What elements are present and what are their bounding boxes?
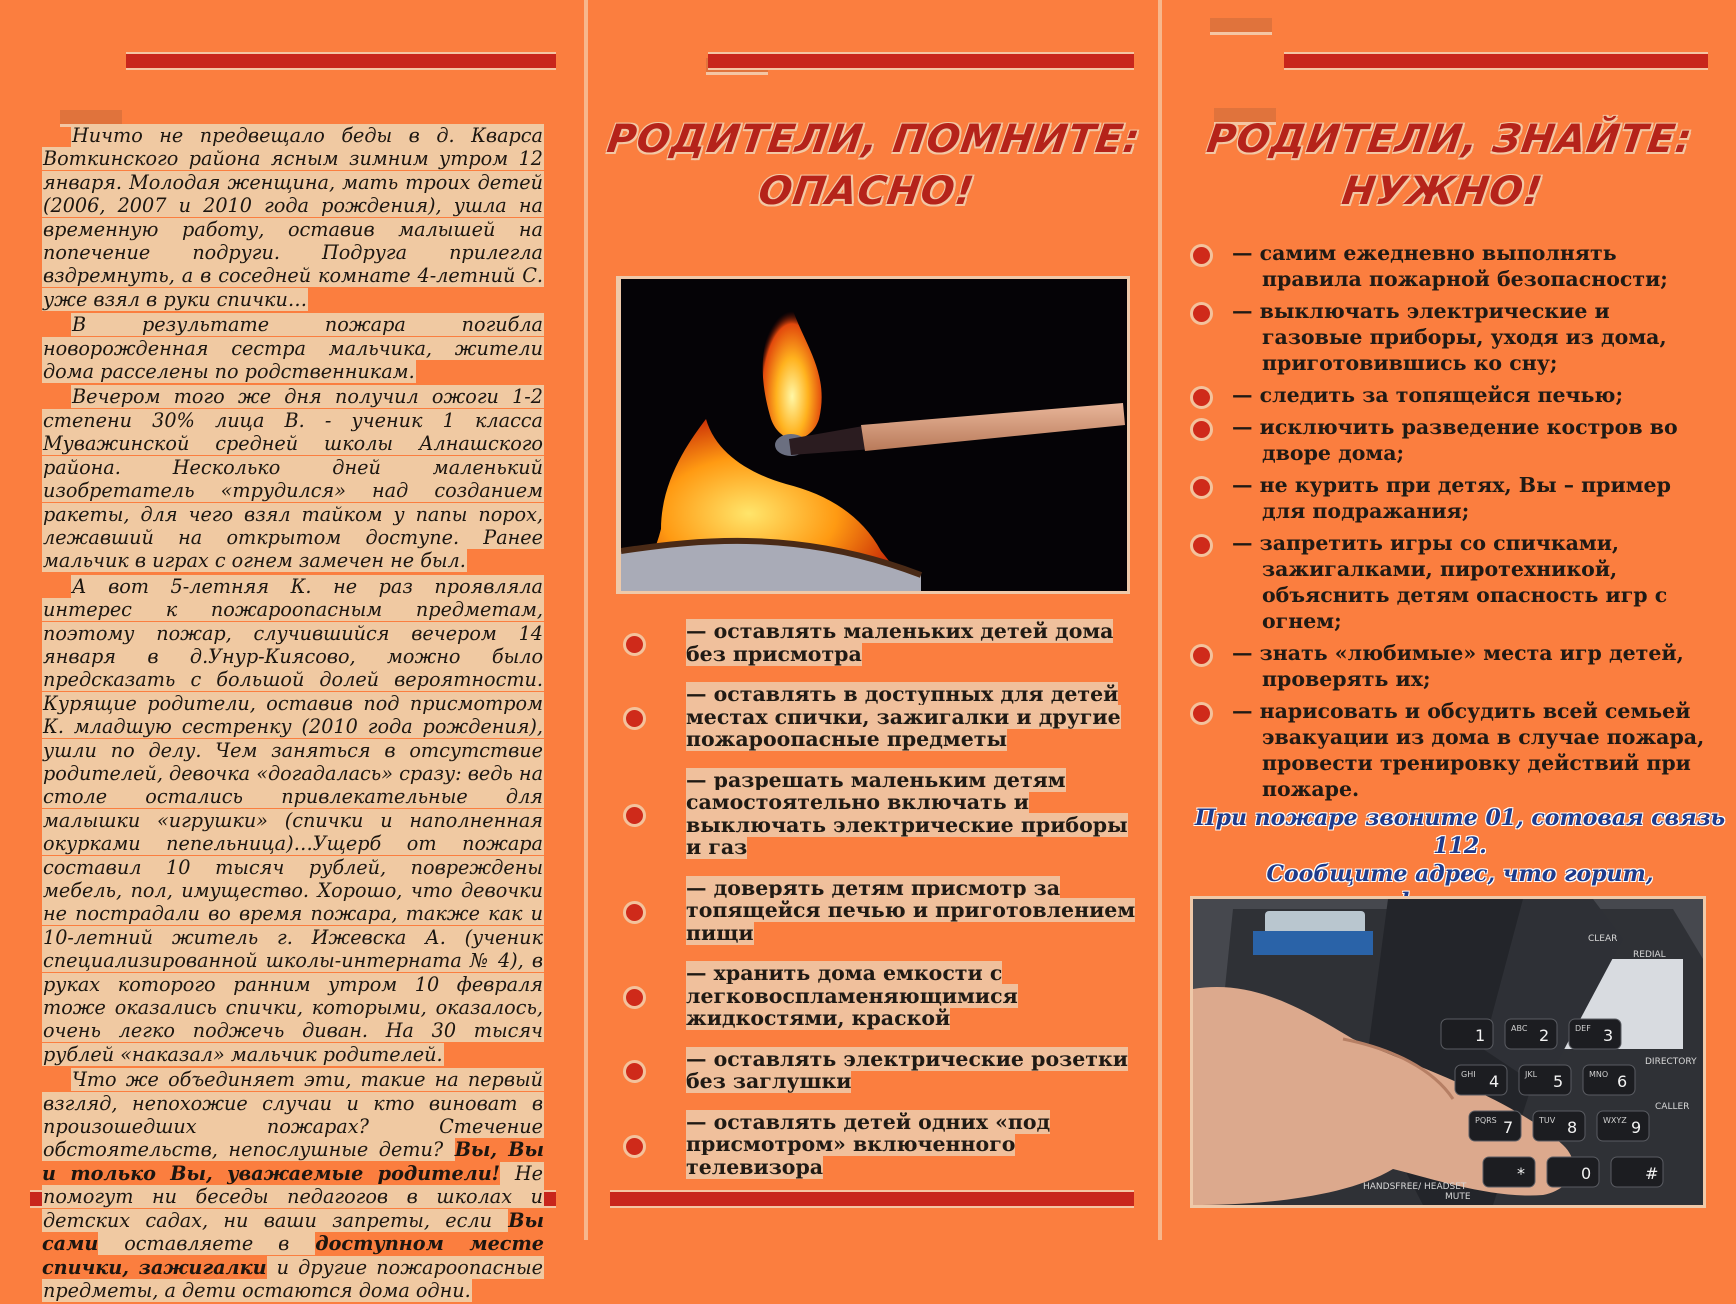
keypad-letters: PQRS xyxy=(1475,1116,1497,1125)
paragraph-text: Что же объединяет эти, такие на первый взгляд, непохожие случаи и кто виноват в произошедших пожарах? Стечение обстоятельств, непослушные дети? xyxy=(43,1068,543,1162)
phone-label: MUTE xyxy=(1445,1192,1471,1202)
list-item-text: — хранить дома емкости с легковоспламеняющимися жидкостями, краской xyxy=(686,961,1018,1030)
list-item xyxy=(618,877,1138,945)
list-item-text: — нарисовать и обсудить всей семьей эвакуации из дома в случае пожара, провести тренировку действий при пожаре. xyxy=(1232,699,1705,801)
required-list xyxy=(1186,240,1706,808)
list-item xyxy=(618,620,1138,665)
heading-danger xyxy=(593,114,1148,218)
story-paragraph xyxy=(42,1068,544,1302)
heading-required xyxy=(1169,114,1724,218)
paragraph-text: оставляете в xyxy=(99,1232,315,1256)
phone-label: CALLER xyxy=(1655,1102,1690,1112)
keypad-key xyxy=(1455,1065,1507,1095)
phone-label: HANDSFREE/ HEADSET xyxy=(1363,1182,1467,1192)
list-item xyxy=(618,769,1138,859)
keypad-key xyxy=(1483,1157,1535,1187)
list-item-text: — запретить игры со спичками, зажигалками, пиротехникой, объяснить детям опасность игр с огнем; xyxy=(1232,531,1668,633)
bullet-icon xyxy=(1190,702,1213,725)
list-item xyxy=(618,1111,1138,1179)
keypad-digit: 2 xyxy=(1539,1026,1550,1045)
heading-line: ОПАСНО! xyxy=(755,169,978,214)
bottom-rule xyxy=(610,1192,1134,1206)
heading-line: РОДИТЕЛИ, ПОМНИТЕ: xyxy=(604,117,1144,162)
list-item xyxy=(1186,640,1706,692)
keypad-digit: # xyxy=(1645,1164,1659,1183)
bullet-icon xyxy=(623,1060,646,1083)
list-item-text: — исключить разведение костров во дворе дома; xyxy=(1232,415,1678,465)
list-item xyxy=(618,962,1138,1030)
story-text xyxy=(42,124,544,1304)
bullet-icon xyxy=(1190,476,1213,499)
keypad-letters: MNO xyxy=(1589,1070,1609,1079)
phone-photo xyxy=(1190,896,1706,1208)
paragraph-text: А вот 5-летняя К. не раз проявляла интерес к пожароопасным предметам, поэтому пожар, случившийся вечером 14 января в д.Унур-Киясово, можно было предсказать с большой долей вероятности. Курящие родители, оставив под присмотром К. младшую сестренку (2010 года рождения), ушли по делу. Чем заняться в отсутствие родителей, девочка «догадалась» сразу: ведь на столе остались привлекательные для малышки «игрушки» (спички и наполненная окурками пепельница)…Ущерб от пожара составил 10 тысяч рублей, повреждены мебель, пол, имущество. Хорошо, что девочки не пострадали во время пожара, также как и 10-летний житель г. Ижевска А. (ученик специализированной школы-интерната № 4), в руках которого ранним утром 10 февраля тоже оказались спички, которыми, оказалось, очень легко поджечь диван. На 30 тысяч рублей «наказал» мальчик родителей. xyxy=(43,574,544,1066)
list-item-text: — выключать электрические и газовые приборы, уходя из дома, приготовившись ко сну; xyxy=(1232,299,1667,375)
bullet-icon xyxy=(1190,534,1213,557)
fold-line-left xyxy=(584,0,588,1240)
keypad-key xyxy=(1611,1157,1663,1187)
list-item xyxy=(1186,698,1706,802)
keypad-digit: 8 xyxy=(1567,1118,1578,1137)
keypad-key xyxy=(1441,1019,1493,1049)
corner-tab xyxy=(1210,18,1272,32)
list-item xyxy=(1186,240,1706,292)
corner-tab xyxy=(60,110,122,124)
keypad-letters: WXYZ xyxy=(1603,1116,1627,1125)
paragraph-text: и другие пожароопасные предметы, а дети остаются дома одни. xyxy=(43,1255,543,1302)
bullet-icon xyxy=(623,804,646,827)
keypad-digit: 7 xyxy=(1503,1118,1514,1137)
keypad-key xyxy=(1469,1111,1521,1141)
list-item-text: — знать «любимые» места игр детей, проверять их; xyxy=(1232,641,1684,691)
keypad-digit: 9 xyxy=(1631,1118,1642,1137)
list-item-text: — самим ежедневно выполнять правила пожарной безопасности; xyxy=(1232,241,1668,291)
top-rule xyxy=(126,54,556,68)
fold-line-right xyxy=(1158,0,1162,1240)
bullet-icon xyxy=(1190,244,1213,267)
keypad-key xyxy=(1505,1019,1557,1049)
list-item xyxy=(618,683,1138,751)
keypad-digit: 4 xyxy=(1489,1072,1500,1091)
story-paragraph xyxy=(42,575,544,1067)
list-item-text: — доверять детям присмотр за топящейся печью и приготовлением пищи xyxy=(686,875,1136,945)
list-item-text: — разрешать маленьким детям самостоятельно включать и выключать электрические приборы и газ xyxy=(686,767,1128,859)
list-item-text: — не курить при детях, Вы – пример для подражания; xyxy=(1232,473,1671,523)
emergency-line: При пожаре звоните 01, сотовая связь 112. xyxy=(1194,805,1726,859)
list-item xyxy=(1186,530,1706,634)
match-photo xyxy=(616,276,1130,594)
keypad-key xyxy=(1519,1065,1571,1095)
phone-label: REDIAL xyxy=(1633,950,1666,960)
bullet-icon xyxy=(1190,386,1213,409)
keypad-key xyxy=(1547,1157,1599,1187)
list-item-text: — оставлять маленьких детей дома без присмотра xyxy=(686,619,1114,666)
bullet-icon xyxy=(623,901,646,924)
bullet-icon xyxy=(623,633,646,656)
emphasis-text: доступном месте спички, зажигалки xyxy=(42,1232,544,1279)
keypad-letters: TUV xyxy=(1539,1116,1556,1125)
heading-line: НУЖНО! xyxy=(1339,169,1546,214)
paragraph-text: В результате пожара погибла новорожденная сестра мальчика, жители дома расселены по родственникам. xyxy=(43,313,543,384)
list-item-text: — следить за топящейся печью; xyxy=(1232,383,1624,407)
list-item-text: — оставлять в доступных для детей местах спички, зажигалки и другие пожароопасные предметы xyxy=(686,682,1121,751)
paragraph-text: Вечером того же дня получил ожоги 1-2 степени 30% лица В. - ученик 1 класса Муважинской средней школы Алнашского района. Несколько дней маленький изобретатель «трудился» над созданием ракеты, для чего взял тайком у папы порох, лежавший на открытом доступе. Ранее мальчик в играх с огнем замечен не был. xyxy=(43,385,543,573)
keypad-letters: ABC xyxy=(1511,1024,1528,1033)
burning-match-icon xyxy=(621,279,1127,591)
list-item xyxy=(1186,382,1706,408)
story-paragraph xyxy=(42,313,544,383)
story-paragraph xyxy=(42,385,544,572)
phone-label: CLEAR xyxy=(1588,934,1618,944)
bullet-icon xyxy=(623,986,646,1009)
keypad-key xyxy=(1597,1111,1649,1141)
paragraph-text: Не помогут ни беседы педагогов в школах и детских садах, ни ваши запреты, если xyxy=(43,1161,543,1232)
emphasis-text: Вы, Вы и только Вы, уважаемые родители! xyxy=(42,1138,544,1185)
emphasis-text: Вы сами xyxy=(42,1208,544,1256)
bullet-icon xyxy=(1190,644,1213,667)
keypad-digit: 3 xyxy=(1603,1026,1614,1045)
keypad-letters: GHI xyxy=(1461,1070,1476,1079)
list-item xyxy=(618,1048,1138,1093)
list-item-text: — оставлять детей одних «под присмотром» включенного телевизора xyxy=(686,1109,1051,1179)
top-rule xyxy=(708,54,1134,68)
keypad-letters: JKL xyxy=(1525,1070,1538,1079)
keypad-digit: * xyxy=(1517,1164,1525,1183)
emergency-line: Сообщите адрес, что горит, xyxy=(1266,861,1654,887)
list-item xyxy=(1186,298,1706,376)
heading-line: РОДИТЕЛИ, ЗНАЙТЕ: xyxy=(1204,117,1696,162)
list-item-text: — оставлять электрические розетки без заглушки xyxy=(686,1046,1128,1093)
keypad-digit: 1 xyxy=(1475,1026,1486,1045)
top-rule xyxy=(1284,54,1708,68)
story-paragraph xyxy=(42,124,544,311)
keypad-digit: 6 xyxy=(1617,1072,1628,1091)
phone-label: DIRECTORY xyxy=(1645,1057,1697,1067)
paragraph-text: Ничто не предвещало беды в д. Кварса Воткинского района ясным зимним утром 12 января. Молодая женщина, мать троих детей (2006, 2007 и 2010 года рождения), ушла на временную работу, оставив малышей на попечение подруги. Подруга прилегла вздремнуть, а в соседней комнате 4-летний С. уже взял в руки спички… xyxy=(43,124,543,311)
bullet-icon xyxy=(623,1135,646,1158)
bullet-icon xyxy=(1190,418,1213,441)
keypad-key xyxy=(1583,1065,1635,1095)
keypad-key xyxy=(1533,1111,1585,1141)
keypad-digit: 0 xyxy=(1581,1164,1592,1183)
bullet-icon xyxy=(1190,302,1213,325)
bullet-icon xyxy=(623,707,646,730)
telephone-icon xyxy=(1193,899,1703,1205)
list-item xyxy=(1186,472,1706,524)
list-item xyxy=(1186,414,1706,466)
keypad-key xyxy=(1569,1019,1621,1049)
keypad-letters: DEF xyxy=(1575,1024,1591,1033)
keypad-digit: 5 xyxy=(1553,1072,1564,1091)
danger-list xyxy=(618,620,1138,1178)
